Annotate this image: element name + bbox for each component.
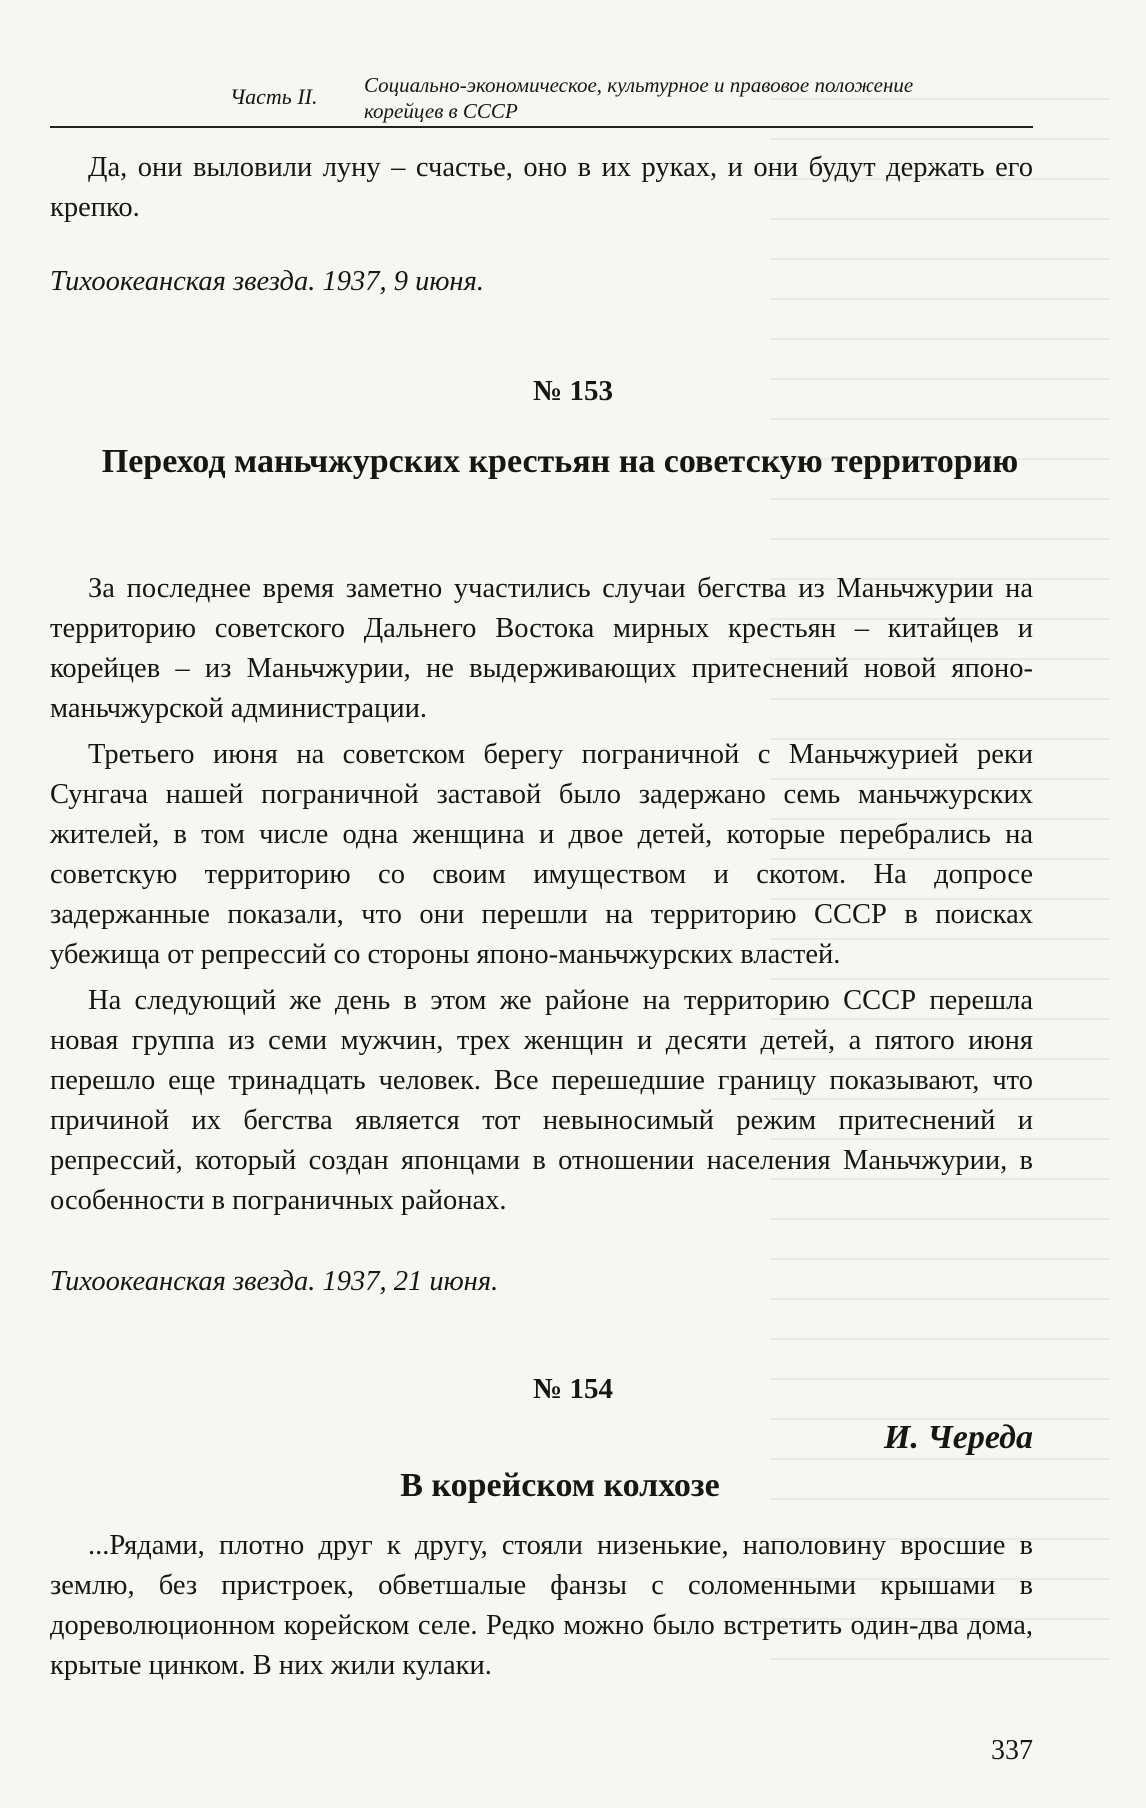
doc-153-paragraph-1: За последнее время заметно участились случаи бегства из Маньчжурии на территорию советского Дальнего Востока мирных крестьян – китайцев и корейцев – из Маньчжурии, не выдерживающих притеснений новой японо-маньчжурской администрации. — [50, 573, 1033, 724]
running-header — [50, 62, 1033, 128]
intro-text — [50, 148, 1033, 228]
intro-paragraph: Да, они выловили луну – счастье, оно в их руках, и они будут держать его крепко. — [50, 152, 1033, 223]
doc-153-body — [50, 569, 1033, 1221]
doc-154-number: № 154 — [533, 1373, 613, 1405]
intro-source: Тихоокеанская звезда. 1937, 9 июня. — [50, 266, 484, 297]
header-title — [364, 72, 1024, 124]
doc-153-paragraph-2: Третьего июня на советском берегу пограничной с Маньчжурией реки Сунгача нашей пограничной заставой было задержано семь маньчжурских жителей, в том числе одна женщина и двое детей, которые перебрались на советскую территорию со своим имуществом и скотом. На допросе задержанные показали, что они перешли на территорию СССР в поисках убежища от репрессий со стороны японо-маньчжурских властей. — [50, 739, 1033, 970]
doc-153-title: Переход маньчжурских крестьян на советскую территорию — [101, 443, 1019, 480]
doc-153-number: № 153 — [533, 375, 613, 407]
page-number: 337 — [991, 1735, 1033, 1766]
doc-154-title: В корейском колхозе — [400, 1467, 720, 1504]
header-part: Часть II. — [230, 84, 318, 109]
header-title-line-2: корейцев в СССР — [364, 99, 518, 123]
doc-153-source: Тихоокеанская звезда. 1937, 21 июня. — [50, 1266, 499, 1297]
doc-153-paragraph-3: На следующий же день в этом же районе на территорию СССР перешла новая группа из семи мужчин, трех женщин и десяти детей, а пятого июня перешло еще тринадцать человек. Все перешедшие границу показывают, что причиной их бегства является тот невыносимый режим притеснений и репрессий, который создан японцами в отношении населения Маньчжурии, в особенности в пограничных районах. — [50, 985, 1033, 1216]
doc-154-paragraph: ...Рядами, плотно друг к другу, стояли низенькие, наполовину вросшие в землю, без пристроек, обветшалые фанзы с соломенными крышами в дореволюционном корейском селе. Редко можно было встретить один-два дома, крытые цинком. В них жили кулаки. — [50, 1530, 1033, 1681]
doc-154-body — [50, 1526, 1033, 1686]
header-title-line-1: Социально-экономическое, культурное и правовое положение — [364, 73, 914, 97]
doc-154-author: И. Череда — [883, 1419, 1033, 1456]
